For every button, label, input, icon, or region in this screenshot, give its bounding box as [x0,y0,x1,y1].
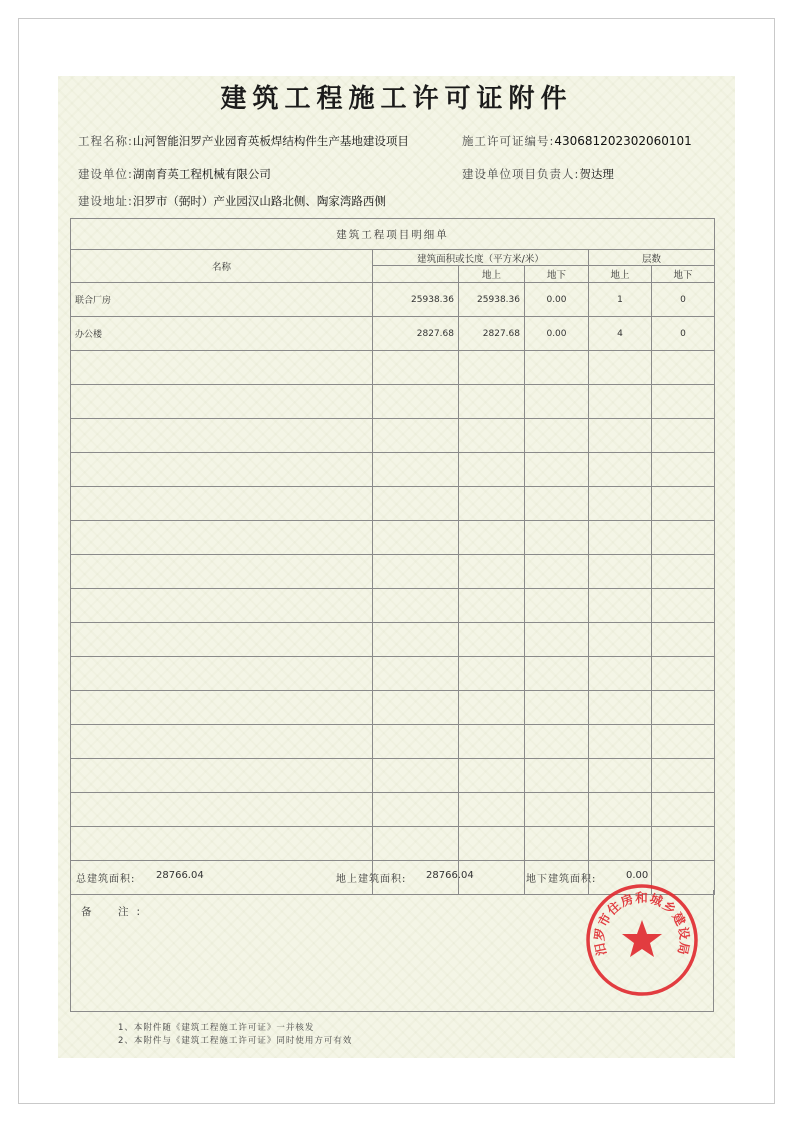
empty-row [71,623,715,657]
project-name-value: 山河智能汨罗产业园育英板焊结构件生产基地建设项目 [132,134,409,148]
address-row [78,193,386,209]
cell-area-above: 25938.36 [459,283,525,317]
red-star-seal-icon [584,882,700,998]
cell-area-below: 0.00 [525,317,589,351]
permit-number-label: 施工许可证编号: [462,134,555,148]
cell-name: 联合厂房 [71,283,373,317]
empty-row [71,827,715,861]
header-floors: 层数 [589,250,715,266]
header-area: 建筑面积或长度（平方米/米） [373,250,589,266]
cell-floors-above: 1 [589,283,652,317]
total-area-label: 总建筑面积: [76,874,136,885]
footnote-2: 2、本附件与《建筑工程施工许可证》同时使用方可有效 [118,1036,353,1046]
permit-number-value: 430681202302060101 [554,134,692,148]
address-value: 汨罗市（弼时）产业园汉山路北侧、陶家湾路西侧 [132,194,386,208]
cell-floors-below: 0 [652,283,715,317]
empty-row [71,589,715,623]
above-area-value: 28766.04 [426,870,474,881]
empty-row [71,555,715,589]
project-detail-table [70,218,715,895]
header-area-above: 地上 [459,266,525,283]
seal-text: 汨罗市住房和城乡建设局 [591,889,693,958]
empty-row [71,521,715,555]
total-area-value: 28766.04 [156,870,204,881]
header-floors-below: 地下 [652,266,715,283]
builder-value: 湖南育英工程机械有限公司 [132,167,271,181]
cell-area: 25938.36 [373,283,459,317]
table-row [71,317,715,351]
cell-floors-above: 4 [589,317,652,351]
table-row [71,283,715,317]
builder-label: 建设单位: [78,167,133,181]
manager-label: 建设单位项目负责人: [462,167,580,181]
cell-name: 办公楼 [71,317,373,351]
remarks-label: 备 注: [81,906,149,918]
empty-row [71,453,715,487]
header-area-below: 地下 [525,266,589,283]
empty-row [71,487,715,521]
cell-floors-below: 0 [652,317,715,351]
builder-row [78,166,271,182]
project-name-row [78,133,409,149]
empty-row [71,385,715,419]
cell-area: 2827.68 [373,317,459,351]
empty-row [71,793,715,827]
manager-value: 贺达理 [579,167,614,181]
empty-row [71,419,715,453]
cell-area-below: 0.00 [525,283,589,317]
header-floors-above: 地上 [589,266,652,283]
project-name-label: 工程名称: [78,134,133,148]
document-title: 建筑工程施工许可证附件 [220,84,573,114]
cell-area-above: 2827.68 [459,317,525,351]
below-area-label: 地下建筑面积: [526,874,597,885]
manager-row [462,166,614,182]
table-caption: 建筑工程项目明细单 [71,219,715,250]
address-label: 建设地址: [78,194,133,208]
header-name: 名称 [71,250,373,283]
empty-row [71,759,715,793]
above-area-label: 地上建筑面积: [336,874,407,885]
empty-row [71,691,715,725]
empty-row [71,657,715,691]
permit-number-row [462,133,692,149]
footnote-1: 1、本附件随《建筑工程施工许可证》一并核发 [118,1023,315,1033]
empty-row [71,351,715,385]
empty-row [71,725,715,759]
below-area-value: 0.00 [626,870,649,881]
footnotes [118,1022,352,1048]
